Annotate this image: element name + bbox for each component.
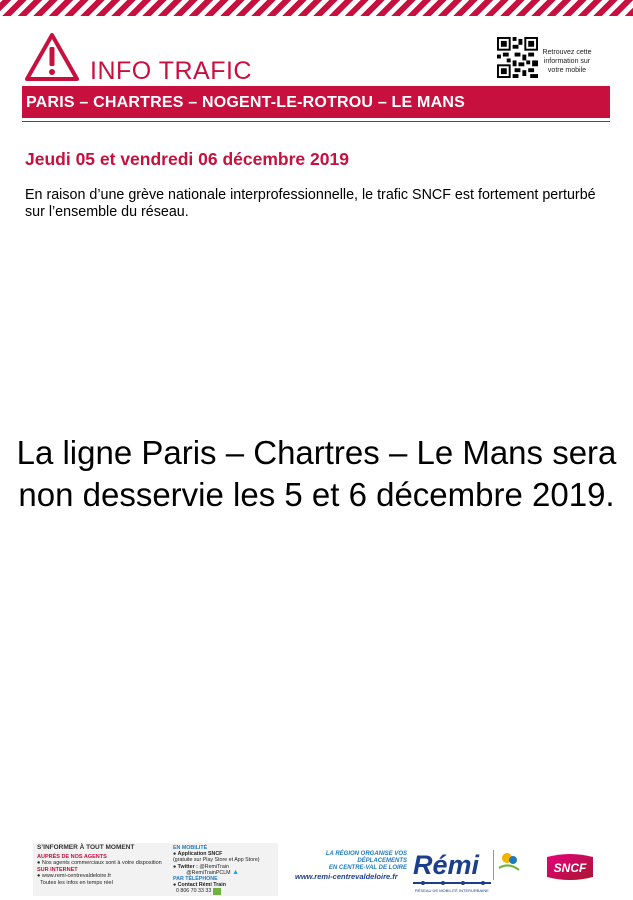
app-line: ● Application SNCF xyxy=(173,851,223,858)
internet-url[interactable]: ● www.remi-centrevaldeloire.fr xyxy=(37,873,112,879)
qr-code-icon[interactable] xyxy=(497,37,538,78)
remi-logo xyxy=(413,846,533,894)
phone-number[interactable]: 0 806 70 33 33 xyxy=(173,888,278,894)
sncf-logo-text: SNCF xyxy=(553,861,587,875)
agents-title: AUPRÈS DE NOS AGENTS xyxy=(37,853,107,860)
footer-contact-left xyxy=(37,845,172,886)
divider xyxy=(22,121,610,122)
top-hatched-stripe xyxy=(0,0,633,16)
footer-heading: S’INFORMER À TOUT MOMENT xyxy=(37,844,135,851)
internet-title: SUR INTERNET xyxy=(37,866,78,873)
slogan-line-2: EN CENTRE-VAL DE LOIRE xyxy=(328,865,407,871)
agents-text: ● Nos agents commerciaux sont à votre disposition xyxy=(37,860,162,866)
twitter-line-2[interactable]: @RemiTrainPCLM ▲ xyxy=(186,868,239,876)
phone-service-badge xyxy=(213,888,221,894)
remi-tagline: RÉSEAU DE MOBILITÉ INTERURBAINE xyxy=(415,888,489,893)
date-heading: Jeudi 05 et vendredi 06 décembre 2019 xyxy=(25,149,349,169)
internet-text: Toutes les infos en temps réel xyxy=(40,879,113,886)
app-note: (gratuite sur Play Store et App Store) xyxy=(173,857,260,864)
intro-paragraph: En raison d’une grève nationale interprofessionnelle, le trafic SNCF est fortement perturbé sur l’ensemble du réseau. xyxy=(25,187,596,220)
warning-triangle-icon xyxy=(24,32,80,82)
page-title: INFO TRAFIC xyxy=(90,57,252,85)
twitter-line[interactable]: ● Twitter : @RemiTrain xyxy=(173,863,229,870)
phone-line: ● Contact Rémi Train xyxy=(173,882,226,889)
qr-caption: Retrouvez cette information sur votre mobile xyxy=(542,49,592,74)
route-title: PARIS – CHARTRES – NOGENT-LE-ROTROU – LE MANS xyxy=(26,94,465,111)
mobile-title: EN MOBILITÉ xyxy=(173,845,208,851)
site-url[interactable]: www.remi-centrevaldeloire.fr xyxy=(295,872,398,881)
route-banner xyxy=(22,86,610,120)
region-slogan xyxy=(281,851,407,872)
remi-logo-text: Rémi xyxy=(413,850,480,880)
twitter-bird-icon: ▲ xyxy=(232,868,239,876)
sncf-logo xyxy=(545,853,595,881)
footer xyxy=(33,843,600,898)
footer-contact-mid xyxy=(173,845,278,895)
phone-title: PAR TÉLÉPHONE xyxy=(173,876,218,883)
slogan-line-1: LA RÉGION ORGANISE VOS DÉPLACEMENTS xyxy=(325,851,407,864)
main-message: La ligne Paris – Chartres – Le Mans sera non desservie les 5 et 6 décembre 2019. xyxy=(16,434,617,513)
